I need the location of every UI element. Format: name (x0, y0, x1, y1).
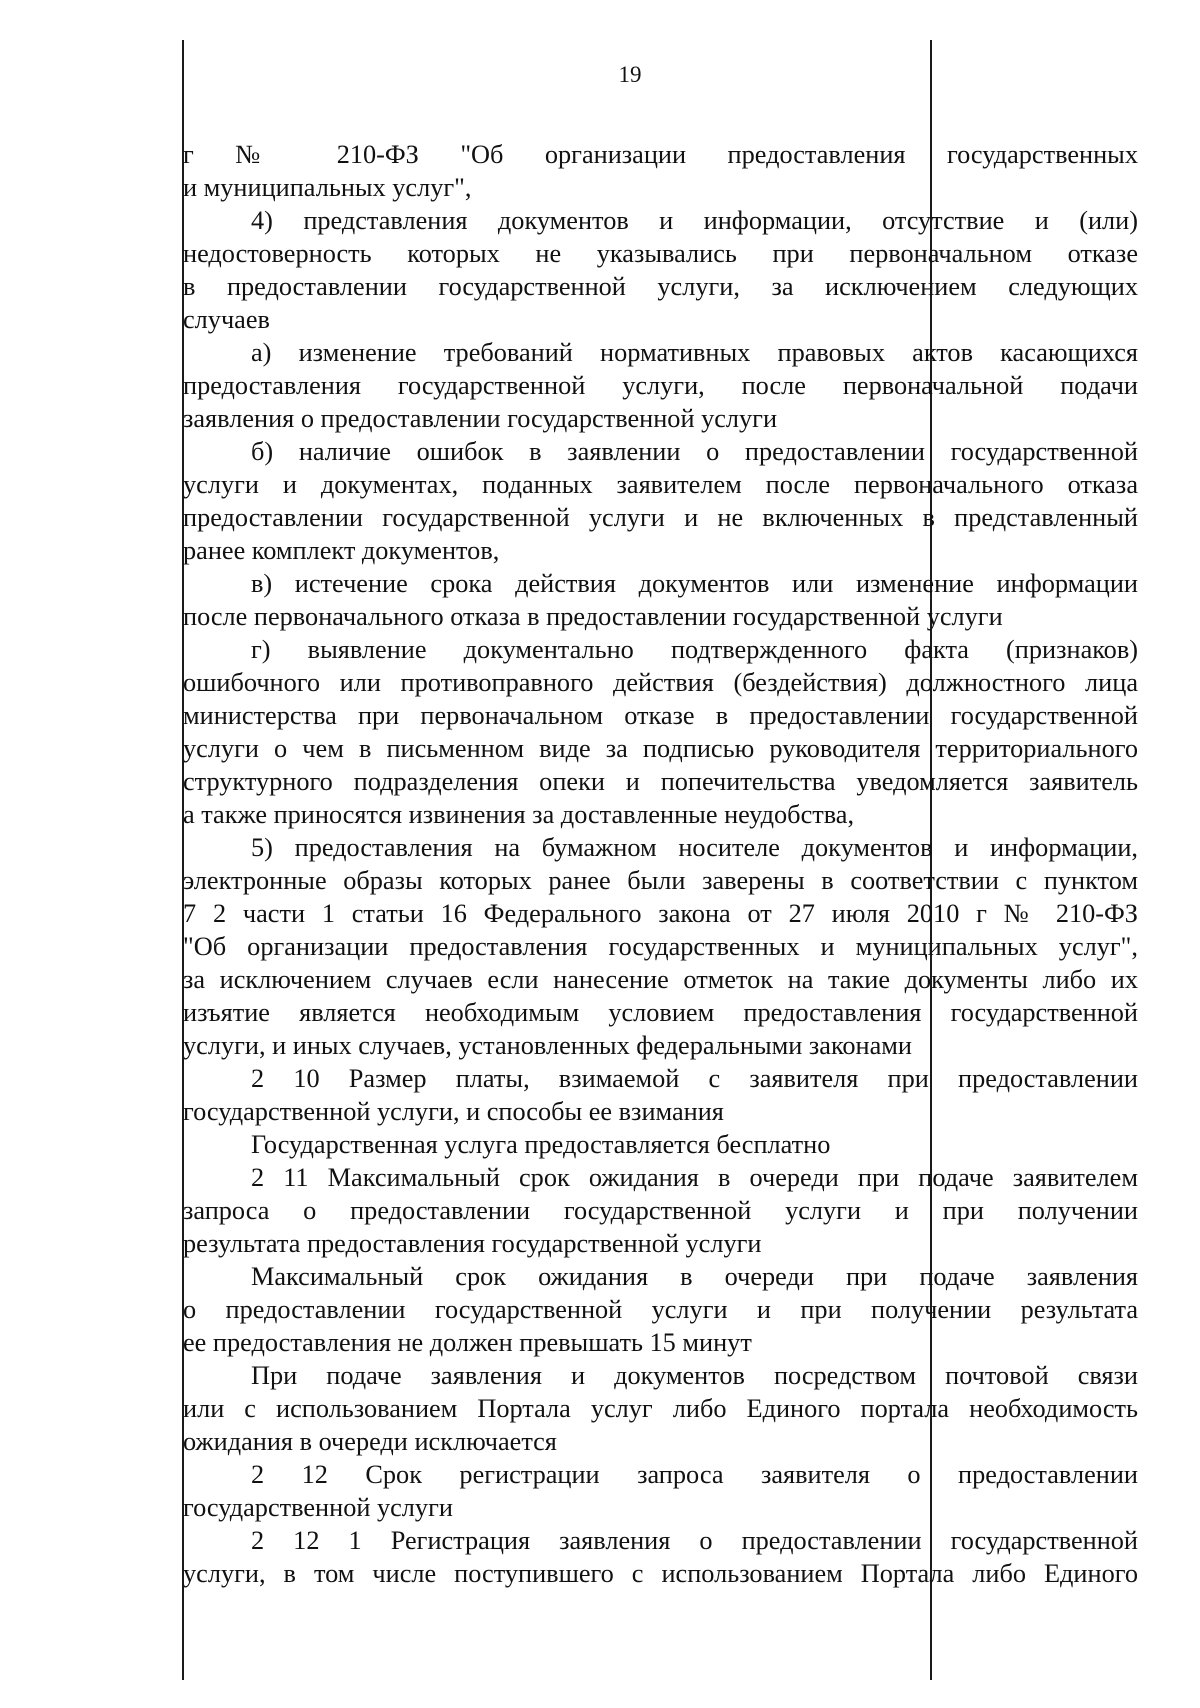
text-line: 5) предоставления на бумажном носителе документов и информации, (251, 833, 1138, 862)
text-line: заявления о предоставлении государственной услуги (183, 404, 778, 433)
text-line: а) изменение требований нормативных правовых актов касающихся (251, 338, 1138, 367)
text-line: а также приносятся извинения за доставленные неудобства, (183, 800, 855, 829)
text-line: и муниципальных услуг", (183, 173, 472, 202)
text-line: недостоверность которых не указывались при первоначальном отказе (183, 239, 1138, 268)
text-line: При подаче заявления и документов посредством почтовой связи (251, 1361, 1138, 1390)
text-line: государственной услуги (183, 1493, 453, 1522)
page-number: 19 (618, 62, 642, 87)
text-line: услуги и документах, поданных заявителем после первоначального отказа (183, 470, 1138, 499)
text-line: 4) представления документов и информации, отсутствие и (или) (251, 206, 1138, 235)
text-line: изъятие является необходимым условием предоставления государственной (183, 998, 1138, 1027)
text-line: услуги, и иных случаев, установленных федеральными законами (183, 1031, 913, 1060)
text-line: в) истечение срока действия документов или изменение информации (251, 569, 1138, 598)
text-line: 2 11 Максимальный срок ожидания в очереди при подаче заявителем (251, 1163, 1138, 1192)
text-line: предоставлении государственной услуги и не включенных в представленный (183, 503, 1138, 532)
text-line: "Об организации предоставления государственных и муниципальных услуг", (183, 932, 1138, 961)
text-line: 2 12 Срок регистрации запроса заявителя о предоставлении (251, 1460, 1138, 1489)
text-line: 2 10 Размер платы, взимаемой с заявителя при предоставлении (251, 1064, 1138, 1093)
text-line: электронные образы которых ранее были заверены в соответствии с пунктом (183, 866, 1138, 895)
text-line: Максимальный срок ожидания в очереди при подаче заявления (251, 1262, 1138, 1291)
text-line: в предоставлении государственной услуги, за исключением следующих (183, 272, 1138, 301)
text-line: услуги о чем в письменном виде за подписью руководителя территориального (183, 734, 1138, 763)
text-line: ожидания в очереди исключается (183, 1427, 557, 1456)
text-line: г) выявление документально подтвержденного факта (признаков) (251, 635, 1138, 664)
text-line: 2 12 1 Регистрация заявления о предоставлении государственной (251, 1526, 1138, 1555)
text-line: министерства при первоначальном отказе в предоставлении государственной (183, 701, 1138, 730)
text-line: г № 210-ФЗ "Об организации предоставления государственных (183, 140, 1138, 169)
text-line: результата предоставления государственной услуги (183, 1229, 762, 1258)
text-line: Государственная услуга предоставляется бесплатно (251, 1130, 831, 1159)
text-line: 7 2 части 1 статьи 16 Федерального закона от 27 июля 2010 г № 210-ФЗ (183, 899, 1138, 928)
text-line: за исключением случаев если нанесение отметок на такие документы либо их (183, 965, 1138, 994)
text-line: ошибочного или противоправного действия (бездействия) должностного лица (183, 668, 1138, 697)
document-body (183, 138, 1138, 1590)
text-line: ранее комплект документов, (183, 536, 500, 565)
text-line: предоставления государственной услуги, после первоначальной подачи (183, 371, 1138, 400)
text-line: структурного подразделения опеки и попечительства уведомляется заявитель (183, 767, 1138, 796)
text-line: услуги, в том числе поступившего с использованием Портала либо Единого (183, 1559, 1138, 1588)
text-line: случаев (183, 305, 270, 334)
text-line: б) наличие ошибок в заявлении о предоставлении государственной (251, 437, 1138, 466)
text-line: о предоставлении государственной услуги и при получении результата (183, 1295, 1138, 1324)
text-line: запроса о предоставлении государственной услуги и при получении (183, 1196, 1138, 1225)
text-line: после первоначального отказа в предоставлении государственной услуги (183, 602, 1003, 631)
text-line: или с использованием Портала услуг либо Единого портала необходимость (183, 1394, 1138, 1423)
text-line: ее предоставления не должен превышать 15 минут (183, 1328, 752, 1357)
text-line: государственной услуги, и способы ее взимания (183, 1097, 724, 1126)
